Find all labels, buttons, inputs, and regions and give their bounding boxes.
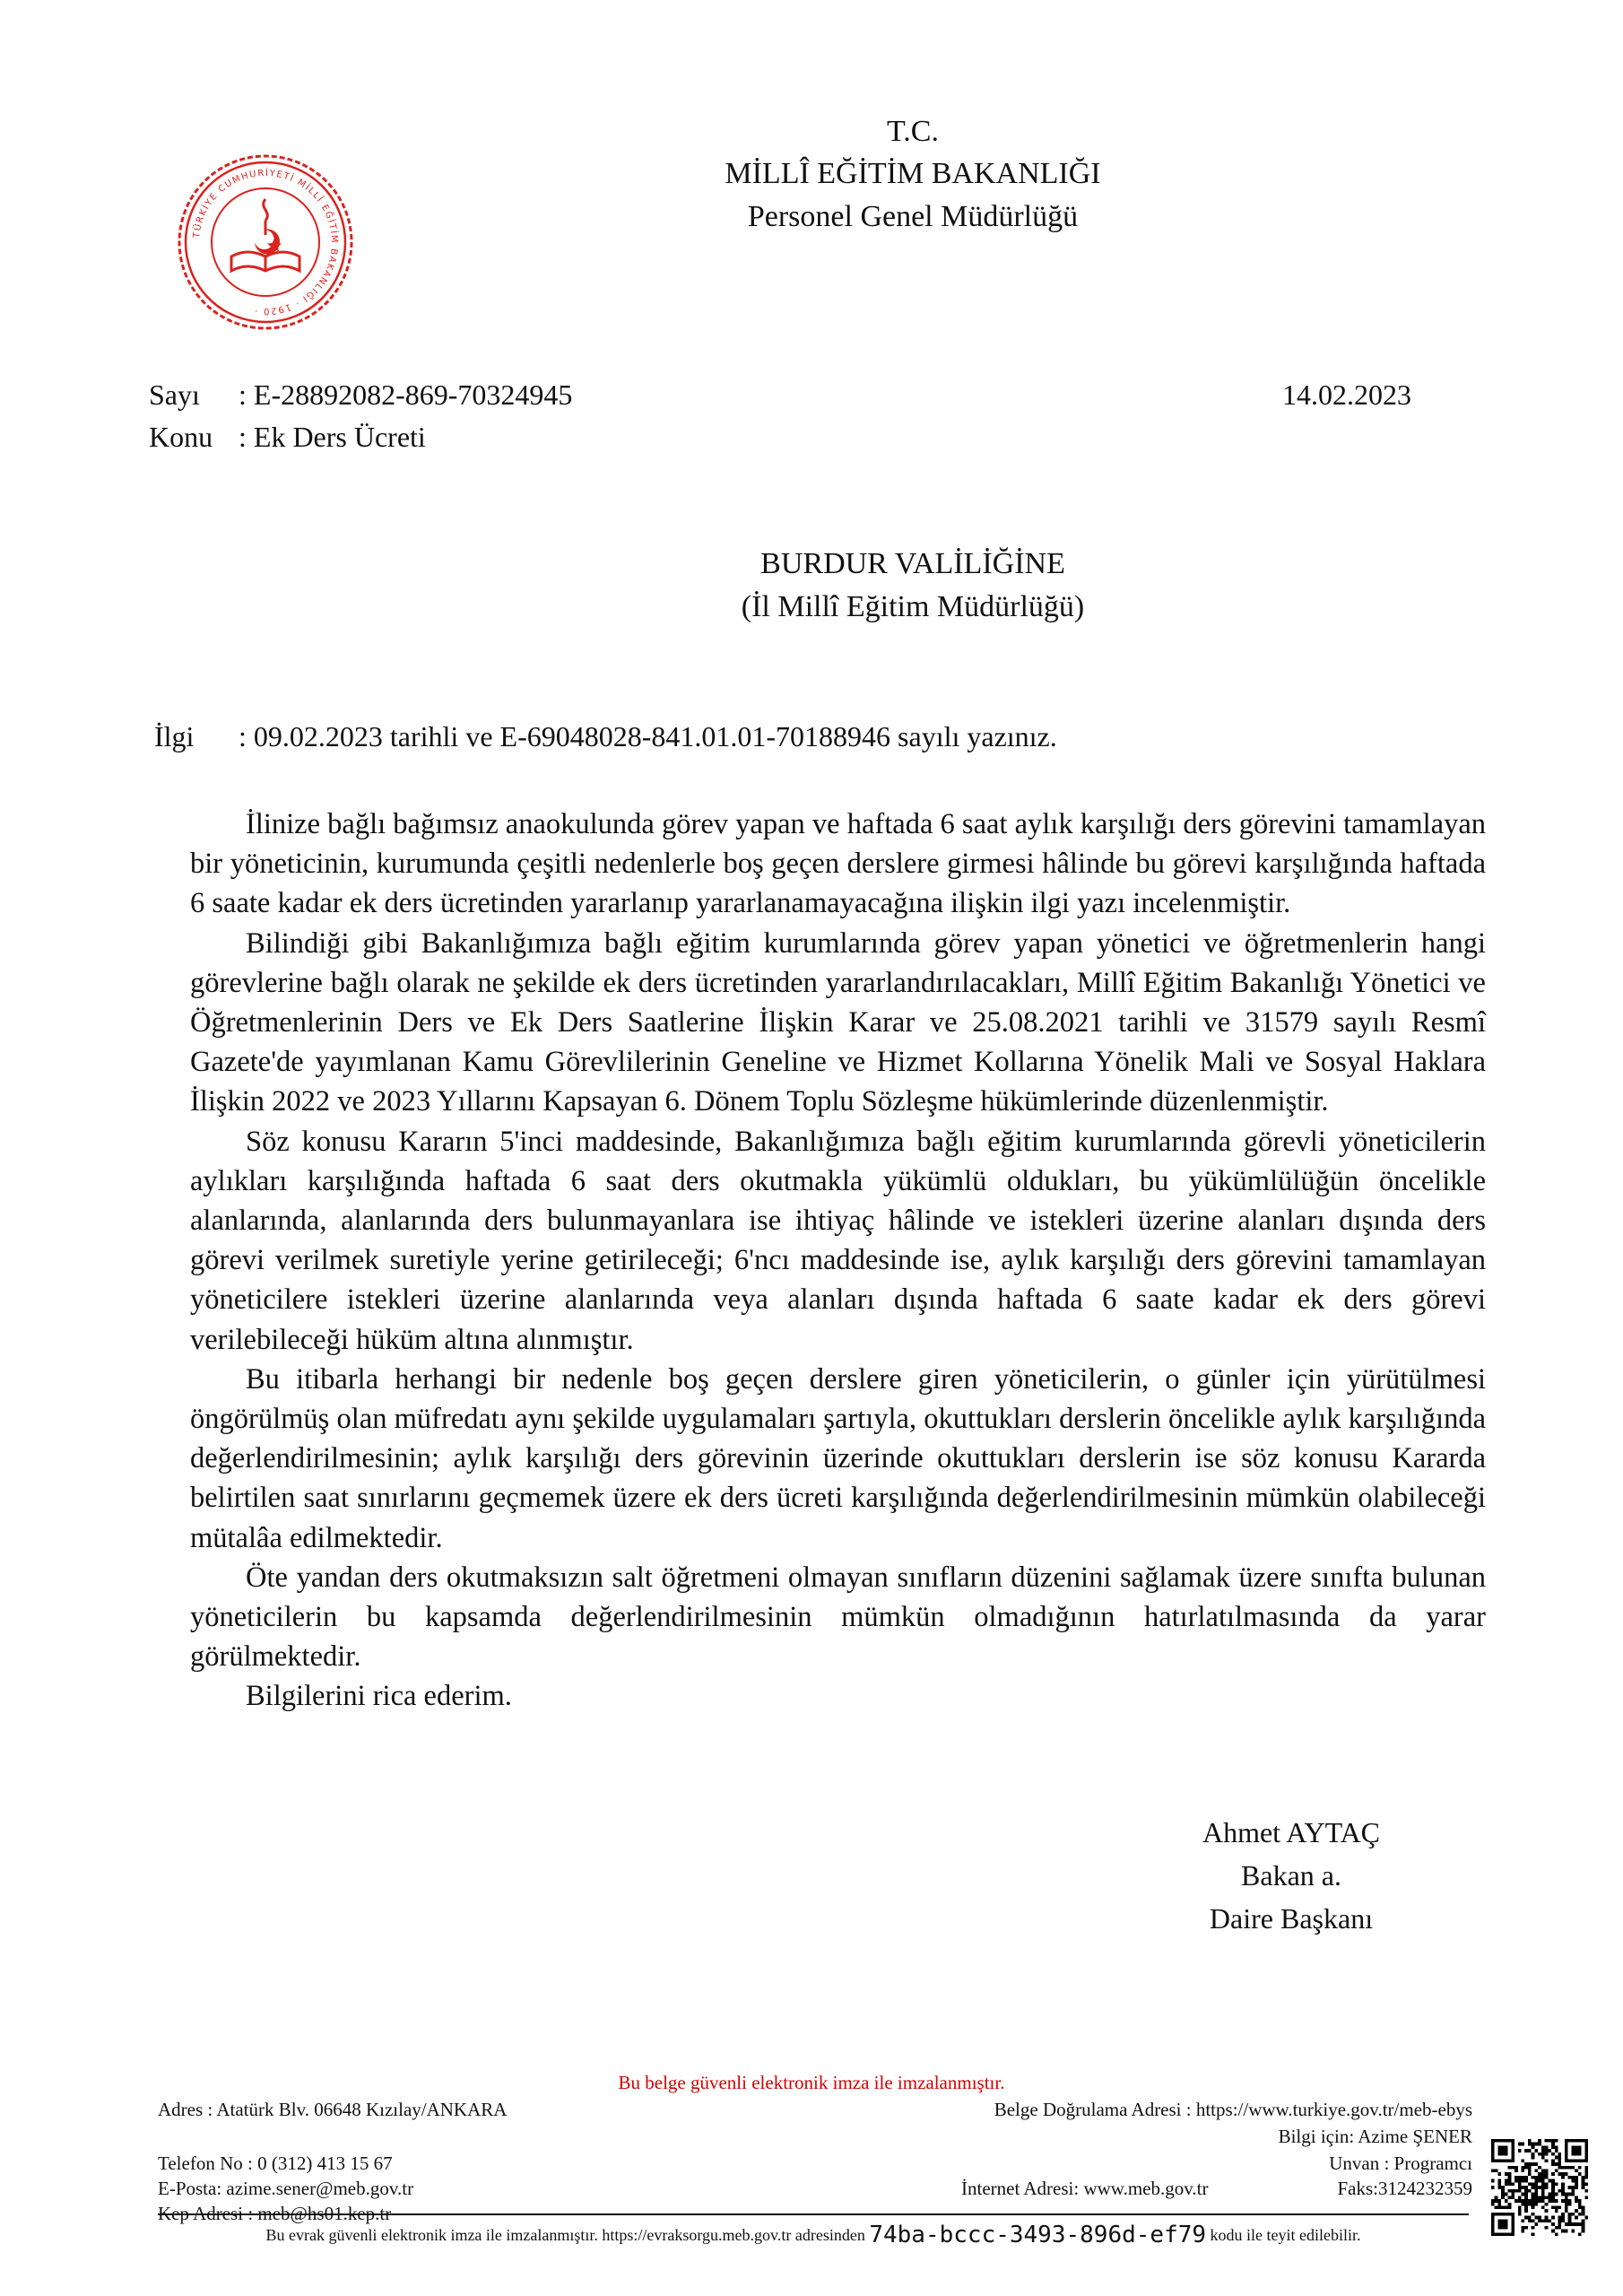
signatory-title2: Daire Başkanı bbox=[1209, 1902, 1374, 1935]
document-date: 14.02.2023 bbox=[1282, 378, 1411, 411]
footer-internet[interactable]: İnternet Adresi: www.meb.gov.tr bbox=[961, 2178, 1209, 2199]
footer-kep: Kep Adresi : meb@hs01.kep.tr bbox=[158, 2203, 392, 2224]
footer-verify-address[interactable]: Belge Doğrulama Adresi : https://www.turkiye.gov.tr/meb-ebys bbox=[994, 2099, 1472, 2120]
qr-code-icon bbox=[1491, 2139, 1588, 2236]
header-tc: T.C. bbox=[887, 115, 939, 148]
body-paragraph-6: Bilgilerini rica ederim. bbox=[246, 1680, 512, 1713]
sayi-value: : E-28892082-869-70324945 bbox=[239, 378, 573, 411]
body-paragraph-5: Öte yandan ders okutmaksızın salt öğretmeni olmayan sınıfların düzenini sağlamak üzere sınıfta bulunan yöneticilerin bu kapsamda değerlendirilmesinin mümkün olmadığının hatırlatılmasında da yarar görülmektedir. bbox=[190, 1561, 1486, 1674]
footer-address: Adres : Atatürk Blv. 06648 Kızılay/ANKARA bbox=[158, 2099, 508, 2120]
signatory-name: Ahmet AYTAÇ bbox=[1202, 1816, 1381, 1848]
body-paragraph-1: İlinize bağlı bağımsız anaokulunda görev yapan ve haftada 6 saat aylık karşılığı ders görevini tamamlayan bir yöneticinin, kurumunda çeşitli nedenlerle boş geçen derslere girmesi hâlinde bu görevi karşılığında haftada 6 saate kadar ek ders ücretinden yararlanıp yararlanamayacağına ilişkin ilgi yazı incelenmiştir. bbox=[190, 808, 1486, 920]
body-paragraph-4: Bu itibarla herhangi bir nedenle boş geçen derslere giren yöneticilerin, o günler için yürütülmesi öngörülmüş olan müfredatı aynı şekilde uygulamaları şartıyla, okuttukları derslerin öncelikle aylık karşılığında değerlendirilmesinin; aylık karşılığı ders görevinin üzerinde okuttukları derslerin ise söz konusu Kararda belirtilen saat sınırlarını geçmemek üzere ek ders ücreti karşılığında değerlendirilmesinin mümkün olabileceği mütalâa edilmektedir. bbox=[190, 1362, 1486, 1554]
sayi-label: Sayı bbox=[149, 378, 200, 411]
body-paragraph-3: Söz konusu Kararın 5'inci maddesinde, Bakanlığımıza bağlı eğitim kurumlarında görevli yöneticilerin aylıkları karşılığında haftada 6 saat ders okutmakla yükümlü oldukları, bu yükümlülüğün öncelikle alanlarında, alanlarında ders bulunmayanlara ise ihtiyaç hâlinde ve istekleri üzerine alanları dışında ders görevi verilmek suretiyle yerine getirileceği; 6'ncı maddesinde ise, aylık karşılığı ders görevini tamamlayan yöneticilere istekleri üzerine alanlarında veya alanları dışında haftada 6 saate kadar ek ders görevi verilebileceği hüküm altına alınmıştır. bbox=[190, 1125, 1486, 1356]
svg-text:TÜRKİYE CUMHURİYETİ MİLLÎ EĞİT: TÜRKİYE CUMHURİYETİ MİLLÎ EĞİTİM BAKANLIĞI · 1920 · bbox=[192, 168, 340, 317]
recipient-line2: (İl Millî Eğitim Müdürlüğü) bbox=[741, 590, 1085, 623]
esignature-note: Bu belge güvenli elektronik imza ile imzalanmıştır. bbox=[618, 2072, 1005, 2093]
konu-label: Konu bbox=[149, 421, 213, 453]
footer-fax: Faks:3124232359 bbox=[1337, 2178, 1472, 2199]
konu-value: : Ek Ders Ücreti bbox=[239, 421, 426, 453]
footer-email[interactable]: E-Posta: azime.sener@meb.gov.tr bbox=[158, 2178, 414, 2199]
signatory-title1: Bakan a. bbox=[1241, 1859, 1341, 1892]
ilgi-label: İlgi bbox=[154, 720, 195, 752]
footer-info-contact: Bilgi için: Azime ŞENER bbox=[1278, 2126, 1472, 2147]
footer-divider bbox=[158, 2213, 1469, 2215]
verify-post-text: kodu ile teyit edilebilir. bbox=[1210, 2226, 1361, 2244]
body-paragraph-2: Bilindiği gibi Bakanlığımıza bağlı eğitim kurumlarında görev yapan yönetici ve öğretmenlerin hangi görevlerine bağlı olarak ne şekilde ek ders ücretinden yararlandırılacakları, Millî Eğitim Bakanlığı Yönetici ve Öğretmenlerinin Ders ve Ek Ders Saatlerine İlişkin Karar ve 25.08.2021 tarihli ve 31579 sayılı Resmî Gazete'de yayımlanan Kamu Görevlilerinin Geneline ve Hizmet Kollarına Yönelik Mali ve Sosyal Haklara İlişkin 2022 ve 2023 Yıllarını Kapsayan 6. Dönem Toplu Sözleşme hükümlerinde düzenlenmiştir. bbox=[190, 926, 1486, 1118]
footer-unvan: Unvan : Programcı bbox=[1329, 2152, 1472, 2174]
verify-line bbox=[158, 2220, 1469, 2247]
verify-pre-text: Bu evrak güvenli elektronik imza ile imzalanmıştır. https://evraksorgu.meb.gov.tr adresinden bbox=[265, 2226, 865, 2244]
header-ministry: MİLLÎ EĞİTİM BAKANLIĞI bbox=[725, 157, 1101, 190]
footer-phone: Telefon No : 0 (312) 413 15 67 bbox=[158, 2152, 393, 2174]
recipient-line1: BURDUR VALİLİĞİNE bbox=[760, 547, 1065, 580]
letter-body bbox=[190, 804, 1486, 1717]
ilgi-value: : 09.02.2023 tarihli ve E-69048028-841.01.01-70188946 sayılı yazınız. bbox=[239, 720, 1057, 752]
verify-code: 74ba-bccc-3493-896d-ef79 bbox=[869, 2222, 1207, 2248]
header-department: Personel Genel Müdürlüğü bbox=[747, 200, 1079, 233]
